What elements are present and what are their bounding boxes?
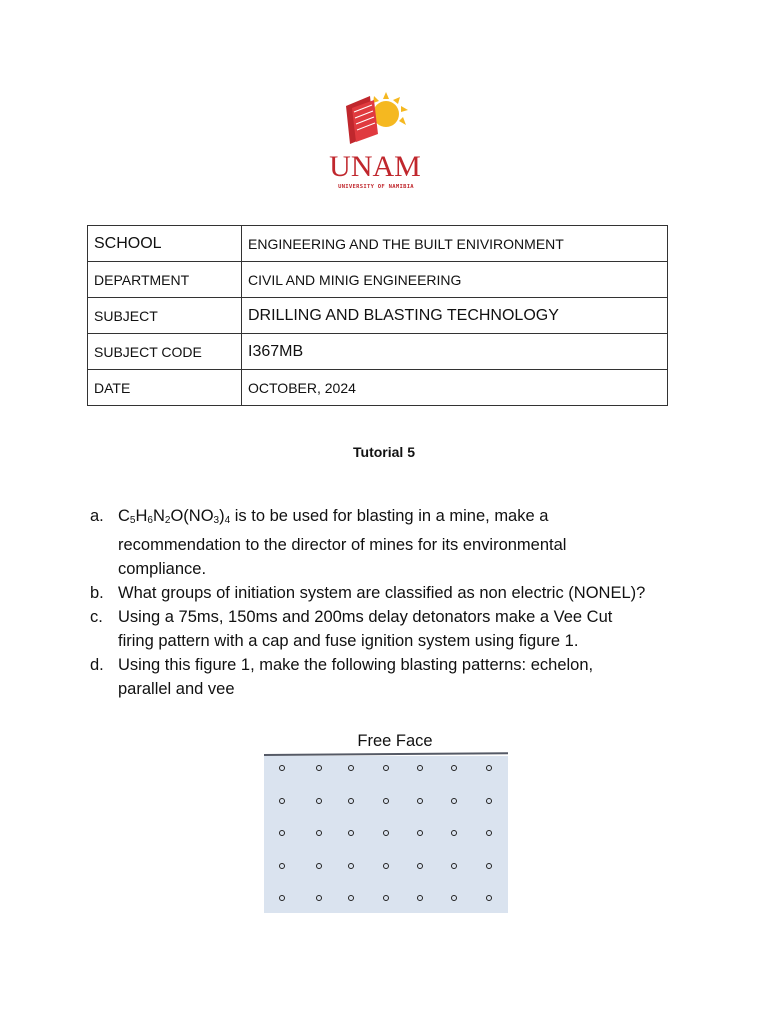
question-text: What groups of initiation system are classified as non electric (NONEL)? — [118, 584, 646, 602]
blast-hole — [279, 830, 285, 836]
table-row — [88, 262, 668, 298]
list-item — [88, 605, 648, 653]
blast-hole — [348, 765, 354, 771]
list-item — [88, 581, 648, 605]
blast-hole — [348, 830, 354, 836]
blast-hole — [316, 895, 322, 901]
blast-hole — [316, 765, 322, 771]
course-info-table — [87, 225, 668, 406]
blast-hole — [417, 895, 423, 901]
table-row — [88, 370, 668, 406]
subject-code-label: SUBJECT CODE — [88, 334, 242, 370]
question-marker: d. — [90, 656, 104, 674]
list-item — [88, 504, 648, 581]
question-text: is to be used for blasting in a mine, make a recommendation to the director of mines for its environmental compliance. — [118, 507, 567, 578]
unam-logo — [320, 88, 440, 198]
date-value: OCTOBER, 2024 — [242, 370, 668, 406]
blast-hole — [383, 765, 389, 771]
blast-hole — [279, 798, 285, 804]
school-label: SCHOOL — [88, 226, 242, 262]
question-marker: b. — [90, 584, 104, 602]
table-row — [88, 334, 668, 370]
blast-hole — [383, 895, 389, 901]
figure-1-drill-pattern — [264, 730, 508, 914]
chemical-formula: $C_5H_6N_2O(NO_3)_4$ — [118, 507, 231, 526]
blast-hole — [451, 895, 457, 901]
blast-hole — [316, 830, 322, 836]
school-value: ENGINEERING AND THE BUILT ENIVIRONMENT — [242, 226, 668, 262]
question-marker: a. — [90, 507, 104, 525]
question-marker: c. — [90, 608, 103, 626]
subject-code-value: I367MB — [242, 334, 668, 370]
blast-hole — [279, 895, 285, 901]
subject-label: SUBJECT — [88, 298, 242, 334]
question-list — [88, 504, 648, 701]
blast-hole — [451, 765, 457, 771]
question-text: Using a 75ms, 150ms and 200ms delay detonators make a Vee Cut firing pattern with a cap and fuse ignition system using figure 1. — [118, 608, 613, 650]
blast-hole — [417, 765, 423, 771]
blast-hole — [279, 863, 285, 869]
blast-hole — [451, 863, 457, 869]
question-text: Using this figure 1, make the following blasting patterns: echelon, parallel and vee — [118, 656, 594, 698]
logo-wordmark: UNAM — [329, 150, 421, 183]
blast-hole — [316, 863, 322, 869]
free-face-label: Free Face — [357, 732, 433, 750]
department-label: DEPARTMENT — [88, 262, 242, 298]
blast-hole — [486, 895, 492, 901]
blast-hole — [486, 863, 492, 869]
tutorial-title: Tutorial 5 — [353, 444, 415, 460]
blast-hole — [383, 863, 389, 869]
book-sun-emblem-icon — [320, 88, 430, 152]
blast-hole — [348, 798, 354, 804]
date-label: DATE — [88, 370, 242, 406]
blast-hole — [348, 895, 354, 901]
table-row — [88, 226, 668, 262]
blast-hole — [417, 798, 423, 804]
department-value: CIVIL AND MINIG ENGINEERING — [242, 262, 668, 298]
blast-hole — [279, 765, 285, 771]
blast-hole-grid — [264, 756, 508, 913]
subject-value: DRILLING AND BLASTING TECHNOLOGY — [242, 298, 668, 334]
blast-hole — [486, 765, 492, 771]
blast-hole — [348, 863, 354, 869]
blast-hole — [383, 830, 389, 836]
blast-hole — [486, 798, 492, 804]
blast-hole — [417, 863, 423, 869]
blast-hole — [451, 830, 457, 836]
blast-hole — [383, 798, 389, 804]
logo-subtitle: UNIVERSITY OF NAMIBIA — [338, 184, 414, 190]
blast-hole — [417, 830, 423, 836]
table-row — [88, 298, 668, 334]
blast-hole — [486, 830, 492, 836]
blast-hole — [451, 798, 457, 804]
list-item — [88, 653, 648, 701]
blast-hole — [316, 798, 322, 804]
